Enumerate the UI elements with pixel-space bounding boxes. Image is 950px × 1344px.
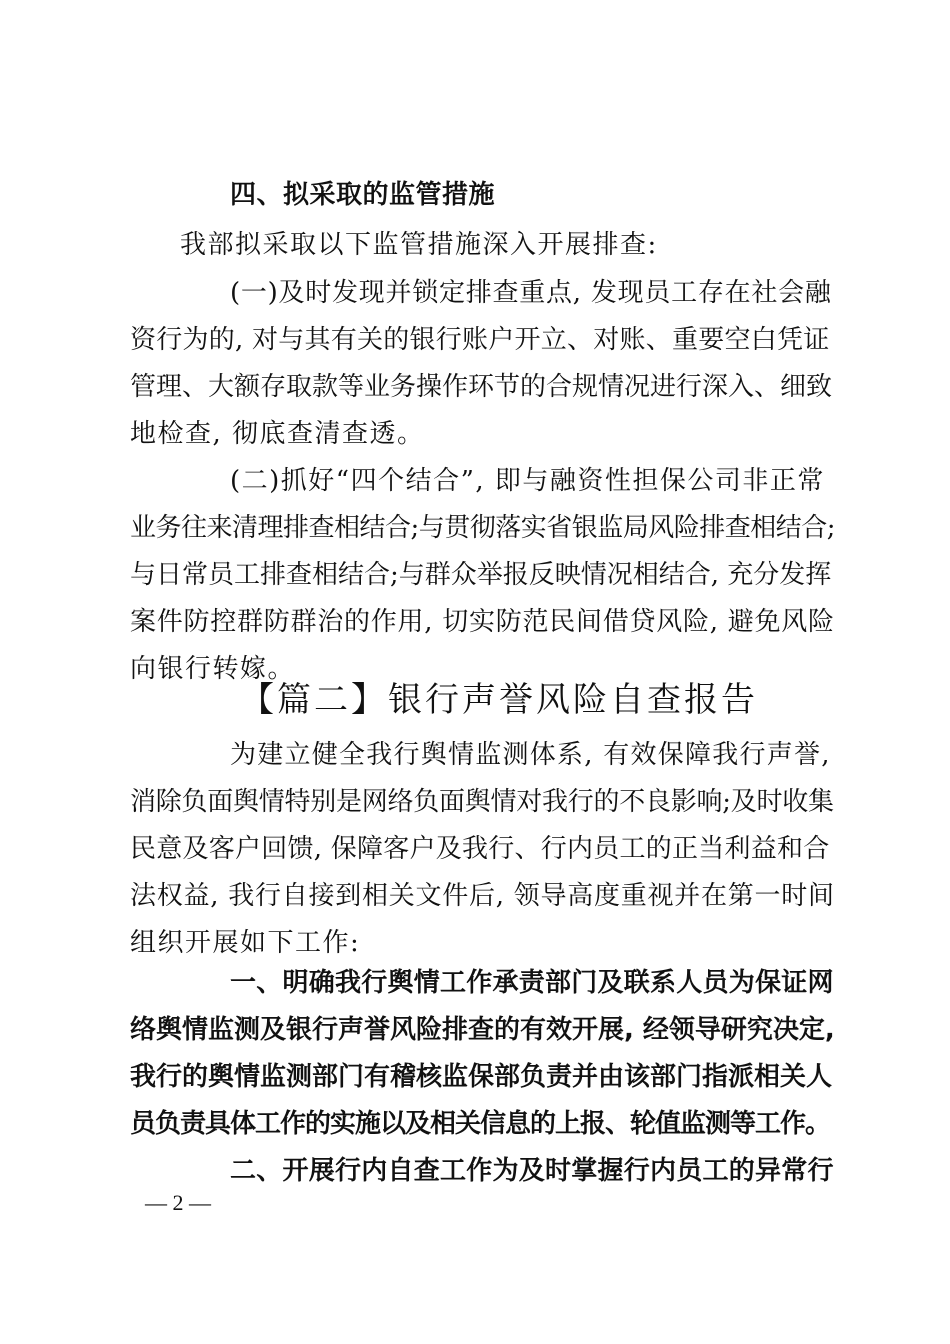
paragraph-line: (一)及时发现并锁定排查重点, 发现员工存在社会融 [230,278,832,308]
paragraph-line: 组织开展如下工作: [130,928,361,958]
paragraph-line-bold: 我行的舆情监测部门有稽核监保部负责并由该部门指派相关人 [130,1062,833,1092]
paragraph-line: 民意及客户回馈, 保障客户及我行、行内员工的正当利益和合 [130,834,830,864]
paragraph-line: 法权益, 我行自接到相关文件后, 领导高度重视并在第一时间 [130,881,835,911]
paragraph-line-bold: 络舆情监测及银行声誉风险排查的有效开展, 经领导研究决定, [130,1015,835,1045]
section-heading: 四、拟采取的监管措施 [230,180,496,210]
paragraph-line-bold: 一、明确我行舆情工作承责部门及联系人员为保证网 [230,968,834,998]
paragraph-line: 地检查, 彻底查清查透。 [130,419,425,449]
paragraph-line: 与日常员工排查相结合;与群众举报反映情况相结合, 充分发挥 [130,560,832,590]
paragraph-line: 向银行转嫁。 [130,654,296,684]
section-intro: 我部拟采取以下监管措施深入开展排查: [180,230,658,260]
paragraph-line: 管理、大额存取款等业务操作环节的合规情况进行深入、细致 [130,372,833,402]
paragraph-line: 业务往来清理排查相结合;与贯彻落实省银监局风险排查相结合; [130,513,836,543]
paragraph-line: 消除负面舆情特别是网络负面舆情对我行的不良影响;及时收集 [130,787,834,817]
paragraph-line: 案件防控群防群治的作用, 切实防范民间借贷风险, 避免风险 [130,607,835,637]
paragraph-line: 资行为的, 对与其有关的银行账户开立、对账、重要空白凭证 [130,325,830,355]
paragraph-line-bold: 员负责具体工作的实施以及相关信息的上报、轮值监测等工作。 [130,1109,831,1139]
page-number: — 2 — [145,1190,211,1215]
paragraph-line-bold: 二、开展行内自查工作为及时掌握行内员工的异常行 [230,1156,834,1186]
paragraph-line: (二)抓好“四个结合”, 即与融资性担保公司非正常 [230,466,825,496]
article-title: 【篇二】银行声誉风险自查报告 [240,680,758,720]
paragraph-line: 为建立健全我行舆情监测体系, 有效保障我行声誉, [230,740,831,770]
